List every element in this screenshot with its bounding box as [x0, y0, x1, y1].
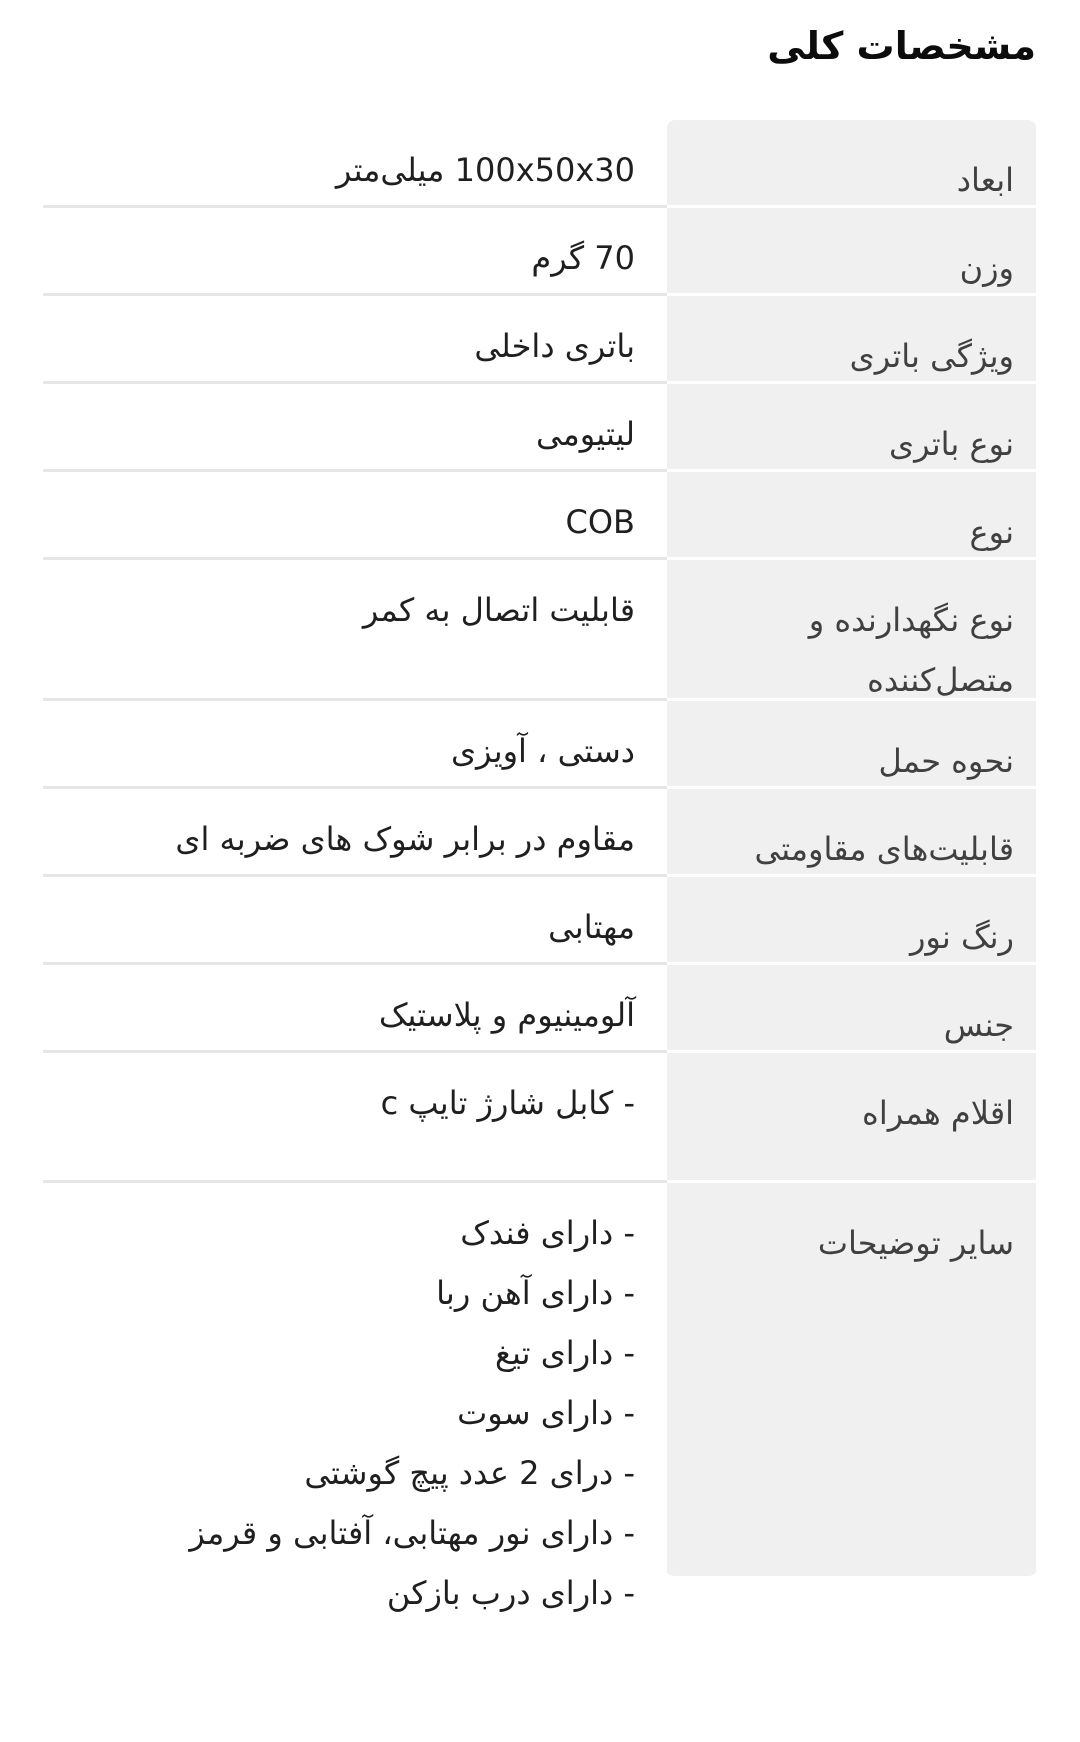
- specs-table: [43, 120, 1036, 1612]
- spec-value-line: - دارای آهن ربا: [436, 1274, 635, 1312]
- spec-row-carry-method: [43, 701, 1036, 789]
- spec-key: نوع نگهدارنده و متصل‌کننده: [667, 560, 1036, 701]
- spec-value-line: - درای 2 عدد پیچ گوشتی: [304, 1454, 635, 1492]
- spec-key: نوع باتری: [667, 384, 1036, 472]
- spec-key: نحوه حمل: [667, 701, 1036, 789]
- spec-value-line: مهتابی: [548, 908, 635, 946]
- spec-value: [43, 296, 667, 384]
- spec-key: ابعاد: [667, 120, 1036, 208]
- spec-value-line: قابلیت اتصال به کمر: [362, 591, 635, 629]
- spec-value-line: 100x50x30 میلی‌متر: [335, 151, 635, 189]
- spec-row-other-notes: [43, 1183, 1036, 1612]
- spec-value-line: لیتیومی: [535, 415, 635, 453]
- spec-value-line: - دارای سوت: [457, 1394, 635, 1432]
- spec-value: [43, 965, 667, 1053]
- spec-key: رنگ نور: [667, 877, 1036, 965]
- spec-value-line: - دارای درب بازکن: [386, 1574, 635, 1612]
- spec-row-light-color: [43, 877, 1036, 965]
- spec-key: سایر توضیحات: [667, 1183, 1036, 1579]
- section-title: مشخصات کلی: [767, 24, 1036, 68]
- spec-value: [43, 120, 667, 208]
- spec-row-holder-type: [43, 560, 1036, 701]
- spec-value: [43, 789, 667, 877]
- spec-value-line: دستی ، آویزی: [450, 732, 635, 770]
- spec-value: [43, 1183, 667, 1612]
- spec-row-battery-type: [43, 384, 1036, 472]
- spec-value: [43, 701, 667, 789]
- spec-value: [43, 1053, 667, 1183]
- spec-value-line: - کابل شارژ تایپ c: [380, 1084, 635, 1122]
- spec-value-line: آلومینیوم و پلاستیک: [378, 996, 635, 1034]
- spec-value: [43, 208, 667, 296]
- spec-key: نوع: [667, 472, 1036, 560]
- spec-key: اقلام همراه: [667, 1053, 1036, 1183]
- spec-key: وزن: [667, 208, 1036, 296]
- spec-key: ویژگی باتری: [667, 296, 1036, 384]
- spec-key: قابلیت‌های مقاومتی: [667, 789, 1036, 877]
- spec-row-battery-feature: [43, 296, 1036, 384]
- spec-row-included-items: [43, 1053, 1036, 1183]
- spec-value-line: - دارای تیغ: [494, 1334, 635, 1372]
- spec-value: [43, 877, 667, 965]
- spec-value-line: مقاوم در برابر شوک های ضربه ای: [175, 820, 635, 858]
- spec-value: [43, 384, 667, 472]
- spec-value-line: باتری داخلی: [474, 327, 635, 365]
- spec-row-resistance: [43, 789, 1036, 877]
- spec-row-dimensions: [43, 120, 1036, 208]
- spec-row-material: [43, 965, 1036, 1053]
- spec-key: جنس: [667, 965, 1036, 1053]
- spec-value: [43, 472, 667, 560]
- spec-value-line: - دارای نور مهتابی، آفتابی و قرمز: [189, 1514, 635, 1552]
- spec-value-line: 70 گرم: [531, 239, 635, 277]
- spec-row-weight: [43, 208, 1036, 296]
- spec-value-line: COB: [565, 503, 635, 541]
- spec-value: [43, 560, 667, 701]
- spec-value-line: - دارای فندک: [460, 1214, 635, 1252]
- spec-row-type: [43, 472, 1036, 560]
